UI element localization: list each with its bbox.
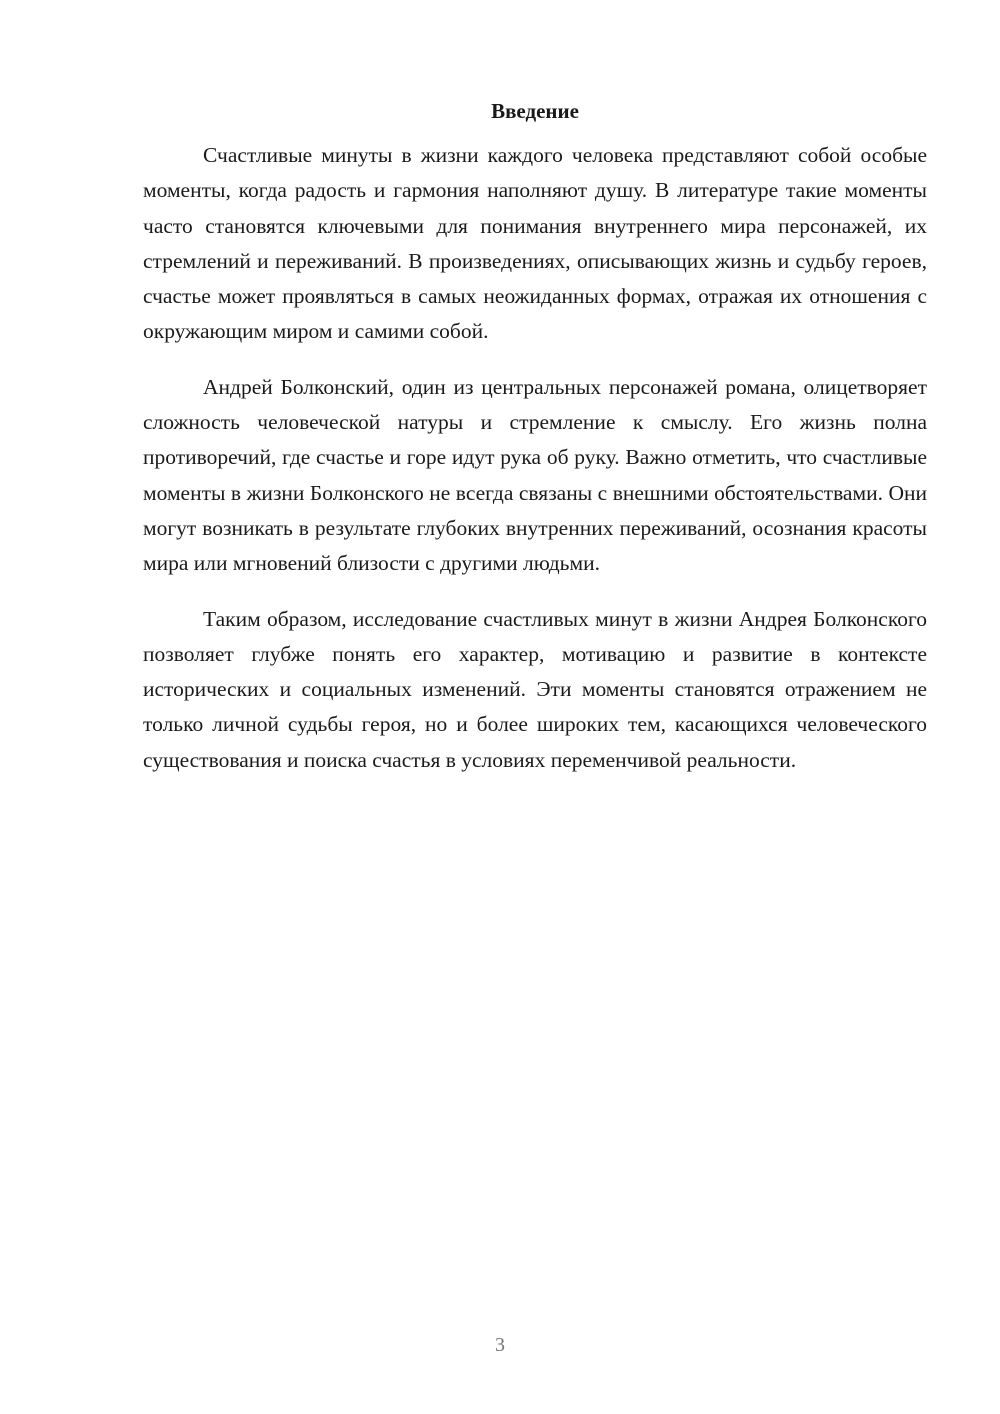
paragraph-2: Андрей Болконский, один из центральных персонажей романа, олицетворяет сложность человеческой натуры и стремление к смыслу. Его жизнь полна противоречий, где счастье и горе идут рука об руку. Важно отметить, что счастливые моменты в жизни Болконского не всегда связаны с внешними обстоятельствами. Они могут возникать в результате глубоких внутренних переживаний, осознания красоты мира или мгновений близости с другими людьми.	[143, 374, 927, 576]
page-content	[143, 96, 927, 798]
page-number: 3	[495, 1334, 505, 1356]
section-heading: Введение	[491, 99, 579, 123]
paragraph-1: Счастливые минуты в жизни каждого человека представляют собой особые моменты, когда радость и гармония наполняют душу. В литературе такие моменты часто становятся ключевыми для понимания внутреннего мира персонажей, их стремлений и переживаний. В произведениях, описывающих жизнь и судьбу героев, счастье может проявляться в самых неожиданных формах, отражая их отношения с окружающим миром и самими собой.	[143, 143, 927, 344]
paragraph-3: Таким образом, исследование счастливых минут в жизни Андрея Болконского позволяет глубже понять его характер, мотивацию и развитие в контексте исторических и социальных изменений. Эти моменты становятся отражением не только личной судьбы героя, но и более широких тем, касающихся человеческого существования и поиска счастья в условиях переменчивой реальности.	[143, 606, 927, 772]
